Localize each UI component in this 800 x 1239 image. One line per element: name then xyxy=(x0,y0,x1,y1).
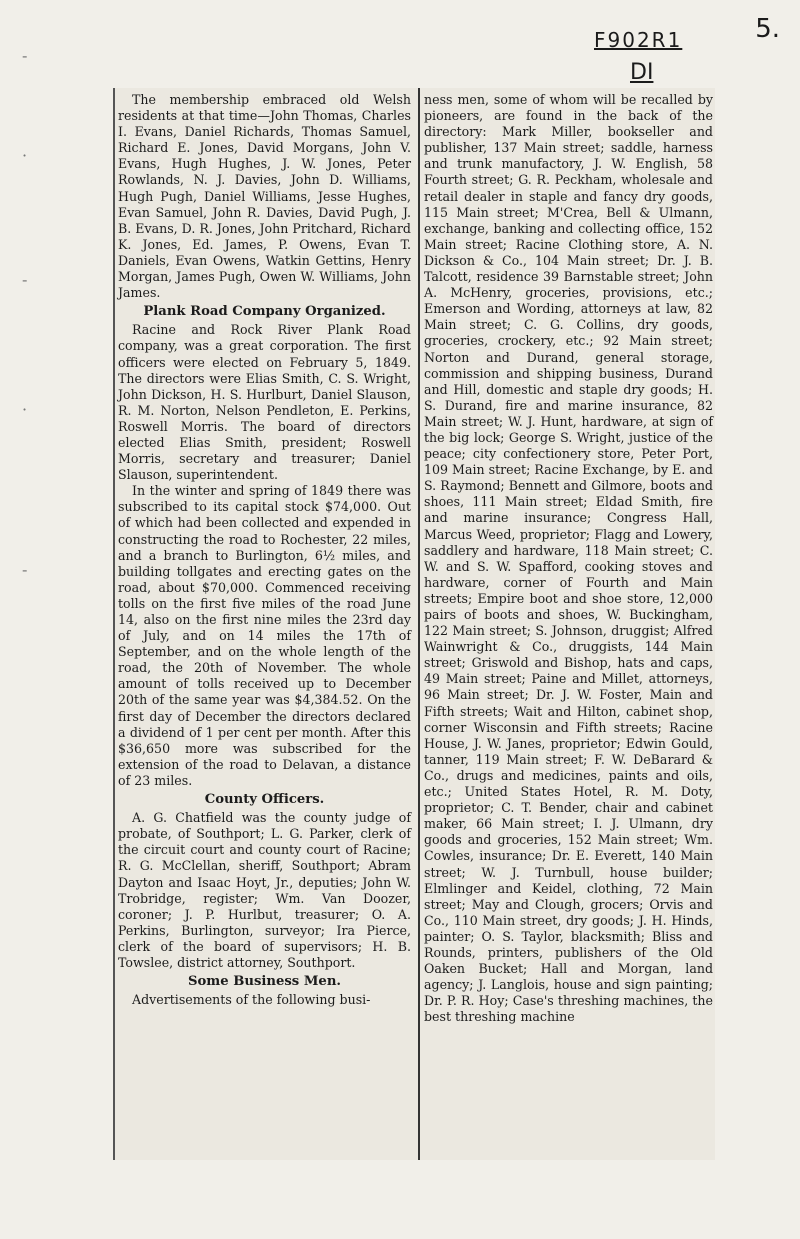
gutter-mark: · xyxy=(22,400,28,419)
column-divider xyxy=(418,88,420,1160)
right-column xyxy=(424,92,713,1025)
gutter-mark: - xyxy=(22,270,28,289)
welsh-membership-paragraph: The membership embraced old Welsh residents at that time—John Thomas, Charles I. Evans, Daniel Richards, Thomas Samuel, Richard E. Jones, David Morgans, John V. Evans, Hugh Hughes, J. W. Jones, Peter Rowlands, N. J. Davies, John D. Williams, Hugh Pugh, Daniel Williams, Jesse Hughes, Evan Samuel, John R. Davies, David Pugh, J. B. Evans, D. R. Jones, John Pritchard, Richard K. Jones, Ed. James, P. Owens, Evan T. Daniels, Evan Owens, Watkin Gettins, Henry Morgan, James Pugh, Owen W. Williams, John James. xyxy=(118,92,411,301)
gutter-mark: - xyxy=(22,46,28,65)
business-men-heading: Some Business Men. xyxy=(187,974,341,990)
archive-sub: DI xyxy=(630,60,654,85)
business-men-paragraph-continued: ness men, some of whom will be recalled by pioneers, are found in the back of the directory: Mark Miller, bookseller and publisher, 137 Main street; saddle, harness and trunk manufactory, J. W. English, 58 Fourth street; G. R. Peckham, wholesale and retail dealer in staple and fancy dry goods, 115 Main street; M'Crea, Bell & Ulmann, exchange, banking and collecting office, 152 Main street; Racine Clothing store, A. N. Dickson & Co., 104 Main street; Dr. J. B. Talcott, residence 39 Barnstable street; John A. McHenry, groceries, provisions, etc.; Emerson and Wording, attorneys at law, 82 Main street; C. G. Collins, dry goods, groceries, crockery, etc.; 92 Main street; Norton and Durand, general storage, commission and shipping business, Durand and Hill, domestic and staple dry goods; H. S. Durand, fire and marine insurance, 82 Main street; W. J. Hunt, hardware, at sign of the big lock; George S. Wright, justice of the peace; city confectionery store, Peter Port, 109 Main street; Racine Exchange, by E. and S. Raymond; Bennett and Gilmore, boots and shoes, 111 Main street; Eldad Smith, fire and marine insurance; Congress Hall, Marcus Weed, proprietor; Flagg and Lowery, saddlery and hardware, 118 Main street; C. W. and S. W. Spafford, cooking stoves and hardware, corner of Fourth and Main streets; Empire boot and shoe store, 12,000 pairs of boots and shoes, W. Buckingham, 122 Main street; S. Johnson, druggist; Alfred Wainwright & Co., druggists, 144 Main street; Griswold and Bishop, hats and caps, 49 Main street; Paine and Millet, attorneys, 96 Main street; Dr. J. W. Foster, Main and Fifth streets; Wait and Hilton, cabinet shop, corner Wisconsin and Fifth streets; Racine House, J. W. Janes, proprietor; Edwin Gould, tanner, 119 Main street; F. W. DeBarard & Co., drugs and medicines, paints and oils, etc.; United States Hotel, R. M. Doty, proprietor; C. T. Bender, chair and cabinet maker, 66 Main street; I. J. Ulmann, dry goods and groceries, 152 Main street; Wm. Cowles, insurance; Dr. E. Everett, 140 Main street; W. J. Turnbull, house builder; Elmlinger and Keidel, clothing, 72 Main street; May and Clough, grocers; Orvis and Co., 110 Main street, dry goods; J. H. Hinds, painter; O. S. Taylor, blacksmith; Bliss and Rounds, printers, publishers of the Old Oaken Bucket; Hall and Morgan, land agency; J. Langlois, house and sign painting; Dr. P. R. Hoy; Case's threshing machines, the best threshing machine xyxy=(424,92,713,1025)
gutter-mark: · xyxy=(22,146,28,165)
plank-road-paragraph: Racine and Rock River Plank Road company, was a great corporation. The first officers were elected on February 5, 1849. The directors were Elias Smith, C. S. Wright, John Dickson, H. S. Hurlburt, Daniel Slauson, R. M. Norton, Nelson Pendleton, E. Perkins, Roswell Morris. The board of directors elected Elias Smith, president; Roswell Morris, secretary and treasurer; Daniel Slauson, superintendent. xyxy=(118,322,411,483)
county-officers-heading: County Officers. xyxy=(204,792,325,808)
left-column xyxy=(118,92,411,1008)
business-men-paragraph-start: Advertisements of the following busi- xyxy=(132,992,371,1008)
plank-road-heading: Plank Road Company Organized. xyxy=(143,304,386,320)
county-officers-paragraph: A. G. Chatfield was the county judge of probate, of Southport; L. G. Parker, clerk of the circuit court and county court of Racine; R. G. McClellan, sheriff, Southport; Abram Dayton and Isaac Hoyt, Jr., deputies; John W. Trobridge, register; Wm. Van Doozer, coroner; J. P. Hurlbut, treasurer; O. A. Perkins, Burlington, surveyor; Ira Pierce, clerk of the board of supervisors; H. B. Towslee, district attorney, Southport. xyxy=(118,810,411,970)
plank-road-stock-paragraph: In the winter and spring of 1849 there was subscribed to its capital stock $74,000. Out of which had been collected and expended in constructing the road to Rochester, 22 miles, and a branch to Burlington, 6½ miles, and building tollgates and erecting gates on the road, about $70,000. Commenced receiving tolls on the first five miles of the road June 14, also on the first nine miles the 23rd day of July, and on 14 miles the 17th of September, and on the whole length of the road, the 20th of November. The whole amount of tolls received up to December 20th of the same year was $4,384.52. On the first day of December the directors declared a dividend of 1 per cent per month. After this $36,650 more was subscribed for the extension of the road to Delavan, a distance of 23 miles. xyxy=(118,483,411,788)
gutter-mark: - xyxy=(22,560,28,579)
archive-code: F902R1 xyxy=(594,28,683,52)
page-number: 5. xyxy=(755,14,780,44)
